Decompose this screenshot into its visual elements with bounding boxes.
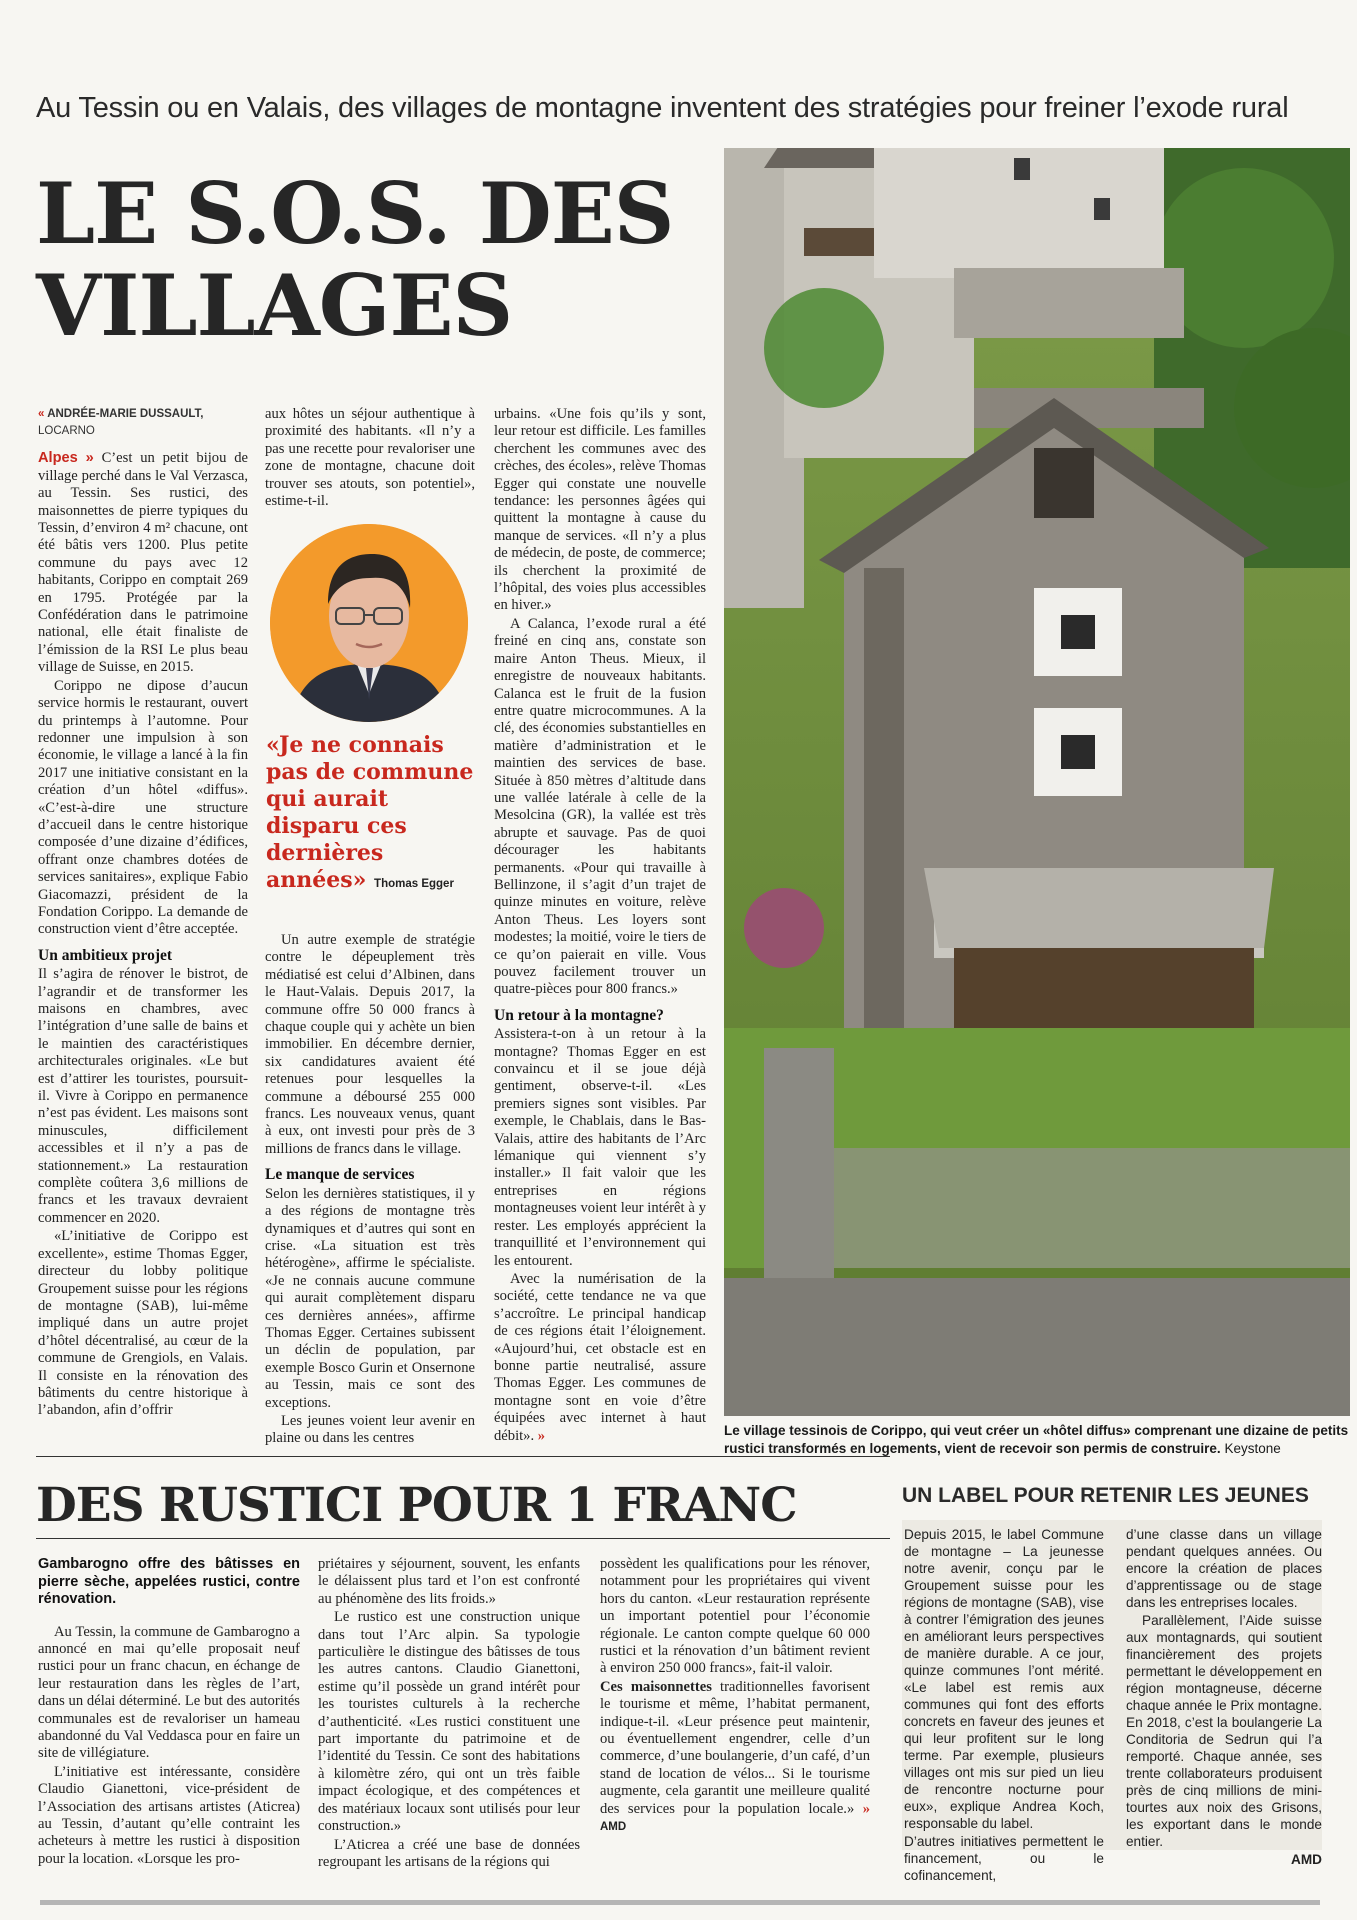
- paragraph: Alpes » C’est un petit bijou de village perché dans le Val Verzasca, au Tessin. Ses rustici, des maisonnettes de pierre typiques du Tessin, d’environ 4 m² chacune, ont été bâtis vers 1200. Plus petite commune du pays avec 12 habitants, Corippo en comptait 269 en 1795. Protégée par la Confédération dans le patrimoine national, elle était finaliste de l’émission de la RSI Le plus beau village de Suisse, en 2015.: [38, 450, 248, 676]
- paragraph: «L’initiative de Corippo est excellente», estime Thomas Egger, directeur du lobby politique Groupement suisse pour les régions de montagne (SAB), lui-même impliqué dans un autre projet d’hôtel décentralisé, au cœur de la commune de Grengiols, en Valais. Il consiste en la rénovation des bâtiments du centre historique à l’abandon, afin d’offrir: [38, 1228, 248, 1419]
- rustici-column-1: [38, 1556, 300, 1869]
- divider: [36, 1456, 890, 1457]
- byline-author: « ANDRÉE-MARIE DUSSAULT,: [38, 408, 204, 420]
- subhead-retour: Un retour à la montagne?: [494, 1006, 664, 1024]
- paragraph: Les jeunes voient leur avenir en plaine ou dans les centres: [265, 1412, 475, 1447]
- rustici-title: DES RUSTICI POUR 1 FRANC: [36, 1478, 797, 1533]
- paragraph: priétaires y séjournent, souvent, les enfants le délaissent plus tard et l’on est confronté au phénomène des lits froids.»: [318, 1556, 580, 1607]
- rustici-column-2: [318, 1556, 580, 1872]
- village-photo: [724, 148, 1350, 1416]
- subhead-ambitieux: Un ambitieux projet: [38, 946, 173, 964]
- paragraph: D’autres initiatives permettent le financement, ou le cofinancement,: [904, 1834, 1104, 1883]
- column-3: [494, 406, 706, 1446]
- paragraph: Selon les dernières statistiques, il y a des régions de montagne très dynamiques et d’autres qui sont en crise. «La situation est très hétérogène», affirme le spécialiste. «Je ne connais aucune commune qui aurait complètement disparu ces dernières années», affirme Thomas Egger. Certaines subissent un déclin de population, par exemple Bosco Gurin et Onsernone au Tessin, mais ce sont des exceptions.: [265, 1185, 475, 1411]
- paragraph: Le rustico est une construction unique dans tout l’Arc alpin. Sa typologie particulière le distingue des bâtisses de tous les autres cantons. Claudio Gianettoni, estime qu’il possède un grand intérêt pour les touristes culturels à la recherche d’authenticité. «Les rustici constituent une part importante du patrimoine et de l’identité du Tessin. Ce sont des habitations à kilomètre zéro, qui ont un très faible impact écologique, et des compétences et des matériaux locaux sont utilisés pour leur construction.»: [318, 1609, 580, 1835]
- paragraph: Corippo ne dipose d’aucun service hormis le restaurant, ouvert du printemps à l’automne. Pour redonner une impulsion à son économie, le village a lancé à la fin 2017 une initiative consistant en la création d’un hôtel «diffus». «C’est-à-dire une structure d’accueil dans le centre historique composée d’une dizaine d’édifices, offrant onze chambres dotées de services sanitaires», explique Fabio Giacomazzi, président de la Fondation Corippo. La demande de construction vient d’être acceptée.: [38, 677, 248, 938]
- paragraph: A Calanca, l’exode rural a été freiné en cinq ans, constate son maire Anton Theus. Mieux, il enregistre de nouveaux habitants. Calanca est le fruit de la fusion entre quatre microcommunes. A la clé, des économies substantielles en matière d’administration et le maintien des services de base. Située à 850 mètres d’altitude dans une vallée latérale à celle de la Mesolcina (GR), la vallée est très abrupte et sauvage. Pas de quoi décourager les habitants permanents. «Pour qui travaille à Bellinzone, il s’agit d’un trajet de quinze minutes en voiture, relève Anton Theus. Les loyers sont modestes; la moitié, voire le tiers de ce qu’on paierait en ville. Vous pouvez facilement trouver un quatre-pièces pour 800 francs.»: [494, 615, 706, 998]
- column-2-lower: [265, 932, 475, 1449]
- label-title: UN LABEL POUR RETENIR LES JEUNES: [902, 1484, 1309, 1507]
- paragraph: Au Tessin, la commune de Gambarogno a annoncé en mai qu’elle proposait neuf rustici pour un franc chacun, en échange de leur restauration dans les règles de l’art, dans un délai déterminé. Le but des autorités communales est de revaloriser un hameau abandonné du Val Veddasca pour en faire un site de villégiature.: [38, 1623, 300, 1762]
- footer-bar: [40, 1900, 1320, 1905]
- paragraph: Un autre exemple de stratégie contre le dépeuplement très médiatisé est celui d’Albinen, dans le Haut-Valais. Depuis 2017, la commune offre 50 000 francs à chaque couple qui y achète un bien immobilier. En décembre dernier, six candidatures avaient été retenues pour lesquelles la commune a déboursé 255 000 francs. Les nouveaux venus, quant à eux, ont investi pour près de 3 millions de francs dans le village.: [265, 932, 475, 1157]
- paragraph: aux hôtes un séjour authentique à proximité des habitants. «Il n’y a pas une recette pour revaloriser une zone de montagne, chacune doit trouver ses atouts, son potentiel», estime-t-il.: [265, 406, 475, 510]
- paragraph: d’une classe dans un village pendant quelques années. Ou encore la création de places d’apprentissage ou de stage dans les entreprises locales.: [1126, 1527, 1322, 1610]
- lead-label: Alpes: [38, 450, 78, 467]
- divider: [36, 1538, 890, 1539]
- paragraph: Ces maisonnettes traditionnelles favorisent le tourisme et même, l’habitat permanent, indique-t-il. «Leur présence peut maintenir, ou éventuellement engendrer, celle d’un commerce, d’une boulangerie, d’un café, d’un stand de location de vélos... Si le tourisme augmente, cela garantit une meilleure qualité des services pour la population locale.» » AMD: [600, 1678, 871, 1834]
- portrait-thomas-egger: [270, 524, 468, 722]
- column-2: [265, 406, 475, 511]
- kicker: Au Tessin ou en Valais, des villages de montagne inventent des stratégies pour freiner l’exode rural: [36, 92, 1289, 124]
- pull-quote-text: «Je ne connais pas de commune qui aurait disparu ces dernières années»: [266, 732, 474, 893]
- pull-quote-attribution: Thomas Egger: [374, 878, 454, 890]
- end-mark: »: [537, 1427, 546, 1444]
- paragraph: urbains. «Une fois qu’ils y sont, leur retour est difficile. Les familles cherchent les communes avec des crèches, des écoles», relève Thomas Egger qui constate une nouvelle tendance: les personnes âgées qui quittent la montagne à cause du manque de services. «Il n’y a plus de médecin, de poste, de commerce; ils cherchent la proximité de l’hôpital, des voies plus accessibles en hiver.»: [494, 406, 706, 614]
- headline: LE S.O.S. DES VILLAGES: [36, 164, 674, 355]
- signature: AMD: [600, 1821, 627, 1834]
- paragraph: L’initiative est intéressante, considère Claudio Gianettoni, vice-président de l’Association des artisans artistes (Aticrea) au Tessin, d’autant qu’elle contraint les acheteurs à mettre les rustici à disposition pour la location. «Lorsque les pro-: [38, 1763, 300, 1867]
- photo-caption: [724, 1422, 1350, 1458]
- column-1: [38, 406, 248, 1421]
- paragraph: Parallèlement, l’Aide suisse aux montagnards, qui soutient financièrement des projets permettant le développement en région montagneuse, décerne chaque année le Prix montagne. En 2018, c’est la boulangerie La Conditoria de Sedrun qui l’a remporté. Chaque année, ses trente collaborateurs produisent près de cinq millions de mini-tourtes aux noix des Grisons, les exportant dans le monde entier.: [1126, 1613, 1322, 1849]
- signature: AMD: [1291, 1852, 1322, 1867]
- paragraph: Il s’agira de rénover le bistrot, de l’agrandir et de transformer les maisons en chambres, avec l’intégration d’une salle de bains et le maintien des caractéristiques architecturales originales. «Le but est d’attirer les touristes, poursuit-il. Vivre à Corippo en permanence n’est pas évident. Les maisons sont minuscules, difficilement accessibles et il n’y a pas de stationnement.» La restauration complète coûtera 3,6 millions de francs et les travaux devraient commencer en 2020.: [38, 966, 248, 1226]
- byline-location: LOCARNO: [38, 425, 95, 437]
- label-column-2: [1126, 1526, 1322, 1869]
- label-column-1: [904, 1526, 1104, 1885]
- rustici-column-3: [600, 1556, 870, 1838]
- pull-quote: [266, 732, 476, 898]
- paragraph: Avec la numérisation de la société, cette tendance ne va que s’accroître. Le principal handicap de ces régions était l’éloignement. «Aujourd’hui, cet obstacle est en bonne partie neutralisé, assure Thomas Egger. Les communes de montagne sont en voie d’être équipées avec internet à haut débit». »: [494, 1270, 706, 1444]
- caption-credit: Keystone: [1224, 1441, 1281, 1456]
- paragraph: Depuis 2015, le label Commune de montagne – La jeunesse notre avenir, conçu par le Groupement suisse pour les régions de montagne (SAB), vise à contrer l’émigration des jeunes en améliorant leurs perspectives de manière durable. A ce jour, quinze communes l’ont mérité. «Le label est remis aux communes qui font des efforts concrets en faveur des jeunes et qui leur profitent sur le long terme. Par exemple, plusieurs villages ont mis sur pied un lieu de rencontre nocturne pour eux», explique Andrea Koch, responsable du label.: [904, 1527, 1104, 1831]
- caption-text: Le village tessinois de Corippo, qui veut créer un «hôtel diffus» comprenant une dizaine de petits rustici transformés en logements, vient de recevoir son permis de construire.: [724, 1423, 1349, 1456]
- paragraph: possèdent les qualifications pour les rénover, notamment pour les propriétaires qui vivent hors du canton. «Leur restauration représente un important potentiel pour l’économie régionale. Le canton compte quelque 60 000 rustici et la rénovation d’un bâtiment revient à environ 250 000 francs», fait-il valoir.: [600, 1556, 870, 1677]
- paragraph: L’Aticrea a créé une base de données regroupant les artisans de la régions qui: [318, 1836, 580, 1870]
- subhead-services: Le manque de services: [265, 1166, 415, 1184]
- paragraph: Assistera-t-on à un retour à la montagne? Thomas Egger en est convaincu et il se joue déjà gentiment, observe-t-il. «Les premiers signes sont visibles. Par exemple, le Chablais, dans le Bas-Valais, attire des habitants de l’Arc lémanique qui viennent s’y installer.» Il fait valoir que les entreprises en régions montagneuses voient leur intérêt à y rester. Les employés apprécient la tranquillité et l’environnement qui les entourent.: [494, 1026, 706, 1269]
- rustici-lead: Gambarogno offre des bâtisses en pierre sèche, appelées rustici, contre rénovation.: [38, 1556, 300, 1607]
